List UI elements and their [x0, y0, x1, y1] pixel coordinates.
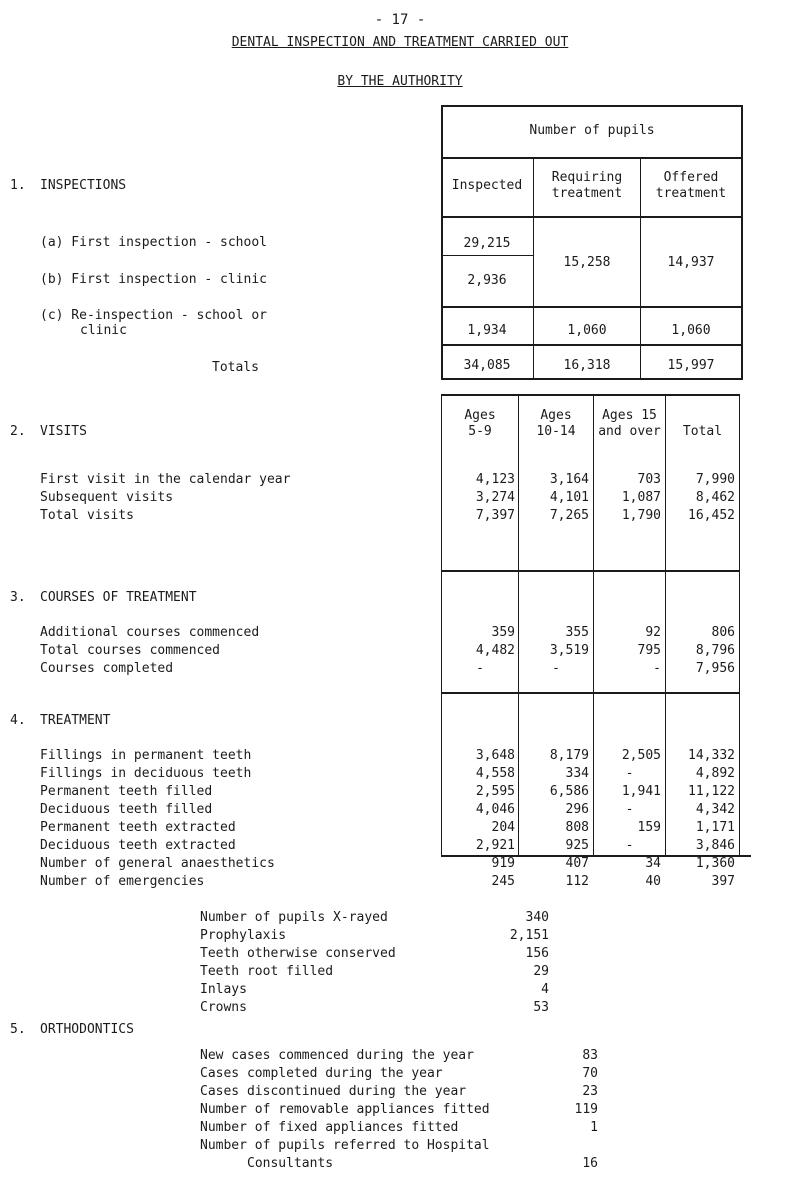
cell: 795	[637, 643, 661, 658]
col-header-ages-5-9: Ages	[464, 408, 496, 423]
list-item-label: Prophylaxis	[200, 928, 287, 943]
table-row	[0, 508, 800, 524]
cell: 4,046	[475, 802, 515, 817]
row-label: Total visits	[40, 508, 134, 523]
table-rule	[441, 394, 739, 396]
table-row	[0, 661, 800, 677]
section-number: 1.	[10, 178, 26, 193]
col-header-ages-15-over: Ages 15	[602, 408, 657, 423]
row-label: Courses completed	[40, 661, 174, 676]
section-heading: TREATMENT	[40, 713, 111, 728]
cell: 703	[637, 472, 661, 487]
cell: 334	[565, 766, 589, 781]
row-label: (a) First inspection - school	[40, 235, 267, 250]
cell: 1,060	[567, 323, 607, 338]
row-label: Permanent teeth extracted	[40, 820, 236, 835]
cell: 2,595	[475, 784, 515, 799]
col-header-offered: treatment	[655, 186, 727, 201]
row-label: (b) First inspection - clinic	[40, 272, 267, 287]
cell: 16,318	[563, 358, 611, 373]
cell: 8,462	[695, 490, 735, 505]
cell: 359	[491, 625, 515, 640]
cell: 159	[637, 820, 661, 835]
cell: 4,101	[549, 490, 589, 505]
list-item-label: Number of removable appliances fitted	[200, 1102, 490, 1117]
cell: 397	[711, 874, 735, 889]
row-label: Permanent teeth filled	[40, 784, 213, 799]
page-title: DENTAL INSPECTION AND TREATMENT CARRIED OUT	[231, 35, 569, 50]
section-heading: COURSES OF TREATMENT	[40, 590, 197, 605]
table-row	[0, 748, 800, 764]
table-row	[0, 802, 800, 818]
row-label: clinic	[80, 323, 127, 338]
cell: 112	[565, 874, 589, 889]
table-row	[0, 784, 800, 800]
cell: 7,397	[475, 508, 515, 523]
table-rule	[441, 157, 743, 159]
row-label: Fillings in deciduous teeth	[40, 766, 252, 781]
section-number: 2.	[10, 424, 26, 439]
cell: -	[625, 838, 634, 853]
cell: -	[625, 766, 634, 781]
cell: 14,332	[688, 748, 735, 763]
col-header-requiring: treatment	[551, 186, 623, 201]
row-label: Number of emergencies	[40, 874, 205, 889]
list-item-label: Cases discontinued during the year	[200, 1084, 467, 1099]
section-number: 3.	[10, 590, 26, 605]
cell: 1,087	[621, 490, 661, 505]
list-item-value: 23	[582, 1084, 598, 1099]
cell: 4,558	[475, 766, 515, 781]
row-label: Total courses commenced	[40, 643, 221, 658]
table-row	[0, 874, 800, 890]
row-label: Deciduous teeth extracted	[40, 838, 236, 853]
list-item-label: Number of fixed appliances fitted	[200, 1120, 459, 1135]
cell: 34	[645, 856, 661, 871]
cell: 2,921	[475, 838, 515, 853]
table-row	[0, 838, 800, 854]
table-row	[0, 625, 800, 641]
table-rule	[441, 570, 739, 572]
col-header-total: Total	[682, 424, 723, 439]
list-item-label: Consultants	[247, 1156, 334, 1171]
table-row	[0, 820, 800, 836]
cell: 15,258	[563, 255, 611, 270]
table-row	[0, 856, 800, 872]
col-header-ages-10-14: 10-14	[536, 424, 576, 439]
cell: 296	[565, 802, 589, 817]
cell: 7,990	[695, 472, 735, 487]
cell: 355	[565, 625, 589, 640]
table-rule	[741, 105, 743, 380]
cell: 8,796	[695, 643, 735, 658]
list-item-label: New cases commenced during the year	[200, 1048, 474, 1063]
cell: 4,342	[695, 802, 735, 817]
cell: 245	[491, 874, 515, 889]
list-item-value: 340	[525, 910, 549, 925]
table-rule	[441, 344, 743, 346]
row-label: First visit in the calendar year	[40, 472, 291, 487]
section-number: 5.	[10, 1022, 26, 1037]
list-item-value: 1	[590, 1120, 598, 1135]
col-header-ages-15-over: and over	[598, 424, 661, 439]
col-header-inspected: Inspected	[451, 178, 523, 193]
list-item-label: Cases completed during the year	[200, 1066, 443, 1081]
cell: 3,648	[475, 748, 515, 763]
cell: 4,482	[475, 643, 515, 658]
table-row	[0, 643, 800, 659]
col-header-ages-5-9: 5-9	[468, 424, 492, 439]
table-rule	[441, 255, 533, 256]
cell: 16,452	[688, 508, 735, 523]
cell: 3,846	[695, 838, 735, 853]
table-rule	[441, 378, 743, 380]
list-item-value: 83	[582, 1048, 598, 1063]
list-item-value: 70	[582, 1066, 598, 1081]
list-item-value: 156	[525, 946, 549, 961]
section-number: 4.	[10, 713, 26, 728]
cell: 7,956	[695, 661, 735, 676]
cell: 34,085	[463, 358, 511, 373]
col-header-requiring: Requiring	[551, 170, 623, 185]
list-item-label: Number of pupils X-rayed	[200, 910, 388, 925]
table-row	[0, 472, 800, 488]
cell: 4,123	[475, 472, 515, 487]
table-rule	[441, 306, 743, 308]
cell: 204	[491, 820, 515, 835]
cell: 6,586	[549, 784, 589, 799]
cell: -	[476, 661, 484, 676]
cell: 2,936	[467, 273, 507, 288]
cell: 3,164	[549, 472, 589, 487]
table-rule	[441, 692, 739, 694]
section-heading: INSPECTIONS	[40, 178, 127, 193]
cell: -	[653, 661, 661, 676]
list-item-value: 16	[582, 1156, 598, 1171]
list-item-value: 119	[574, 1102, 598, 1117]
list-item-value: 2,151	[509, 928, 549, 943]
col-header-offered: Offered	[663, 170, 719, 185]
list-item-label: Teeth root filled	[200, 964, 334, 979]
group-header: Number of pupils	[529, 123, 655, 138]
cell: 15,997	[667, 358, 715, 373]
cell: 1,060	[671, 323, 711, 338]
cell: 11,122	[688, 784, 735, 799]
cell: 925	[565, 838, 589, 853]
cell: 806	[711, 625, 735, 640]
list-item-label: Number of pupils referred to Hospital	[200, 1138, 490, 1153]
list-item-label: Inlays	[200, 982, 247, 997]
page-number: - 17 -	[374, 12, 426, 28]
row-label: Fillings in permanent teeth	[40, 748, 252, 763]
cell: 8,179	[549, 748, 589, 763]
list-item-value: 4	[541, 982, 549, 997]
list-item-value: 53	[533, 1000, 549, 1015]
list-item-label: Crowns	[200, 1000, 247, 1015]
cell: 3,519	[549, 643, 589, 658]
table-row	[0, 766, 800, 782]
cell: 919	[491, 856, 515, 871]
totals-label: Totals	[212, 360, 259, 375]
cell: 7,265	[549, 508, 589, 523]
cell: 1,360	[695, 856, 735, 871]
row-label: Additional courses commenced	[40, 625, 260, 640]
page-subtitle: BY THE AUTHORITY	[337, 74, 463, 89]
row-label: Subsequent visits	[40, 490, 174, 505]
cell: 3,274	[475, 490, 515, 505]
cell: 808	[565, 820, 589, 835]
cell: 1,934	[467, 323, 507, 338]
table-rule	[441, 216, 743, 218]
cell: 2,505	[621, 748, 661, 763]
cell: 92	[645, 625, 661, 640]
cell: 14,937	[667, 255, 715, 270]
cell: -	[552, 661, 560, 676]
section-heading: ORTHODONTICS	[40, 1022, 134, 1037]
col-header-ages-10-14: Ages	[540, 408, 572, 423]
cell: 40	[645, 874, 661, 889]
table-row	[0, 490, 800, 506]
row-label: Deciduous teeth filled	[40, 802, 213, 817]
cell: 407	[565, 856, 589, 871]
cell: 1,171	[695, 820, 735, 835]
cell: 29,215	[463, 236, 511, 251]
list-item-value: 29	[533, 964, 549, 979]
list-item-label: Teeth otherwise conserved	[200, 946, 396, 961]
cell: -	[625, 802, 634, 817]
cell: 4,892	[695, 766, 735, 781]
table-rule	[441, 105, 743, 107]
row-label: (c) Re-inspection - school or	[40, 308, 267, 323]
cell: 1,941	[621, 784, 661, 799]
cell: 1,790	[621, 508, 661, 523]
section-heading: VISITS	[40, 424, 87, 439]
row-label: Number of general anaesthetics	[40, 856, 275, 871]
